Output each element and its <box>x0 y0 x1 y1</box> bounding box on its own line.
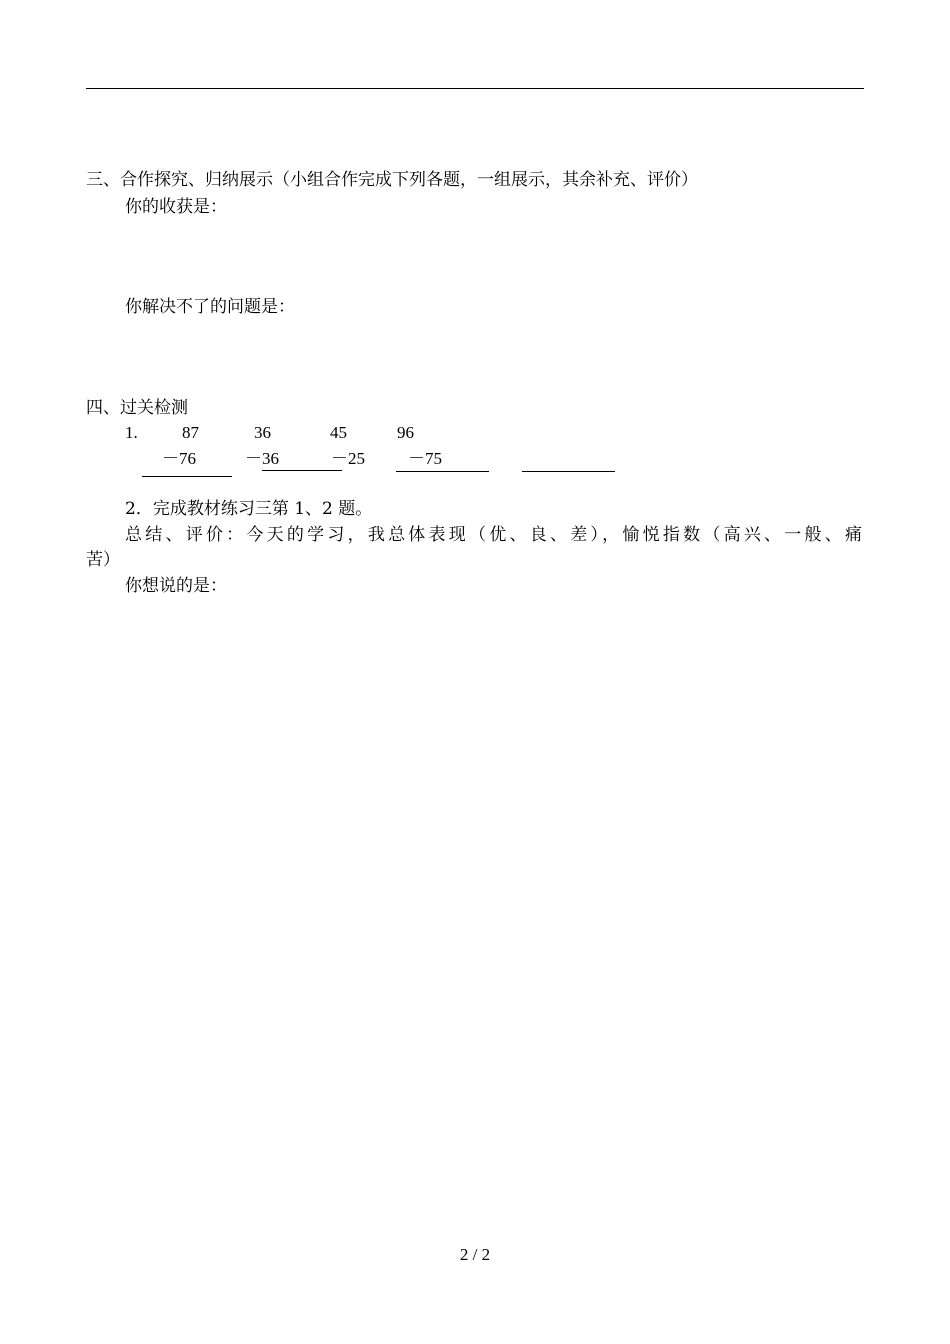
question-1-label: 1. <box>125 423 138 442</box>
section-4-heading: 四、过关检测 <box>86 398 188 418</box>
summary-line-2: 苦） <box>86 550 120 570</box>
problem-2-answer-line <box>262 470 342 471</box>
unsolved-prompt: 你解决不了的问题是： <box>125 297 295 317</box>
problem-2-minuend: 36 <box>254 423 271 442</box>
problem-1-answer-line <box>142 476 232 477</box>
header-rule <box>86 88 864 89</box>
problem-1-minuend: 87 <box>182 423 199 442</box>
problem-4-subtrahend: －75 <box>408 449 442 468</box>
problem-3-answer-line <box>396 471 489 472</box>
gains-prompt: 你的收获是： <box>125 197 227 217</box>
problem-3-subtrahend: －25 <box>331 449 365 468</box>
problem-3-minuend: 45 <box>330 423 347 442</box>
problem-4-minuend: 96 <box>397 423 414 442</box>
problem-2-subtrahend: －36 <box>245 449 279 468</box>
problem-1-subtrahend: －76 <box>162 449 196 468</box>
problem-4-answer-line <box>522 471 615 472</box>
section-3-heading: 三、合作探究、归纳展示（小组合作完成下列各题，一组展示，其余补充、评价） <box>86 170 698 190</box>
page-number: 2 / 2 <box>459 1245 491 1264</box>
question-2: 2．完成教材练习三第 1、2 题。 <box>125 499 373 519</box>
want-to-say-prompt: 你想说的是： <box>125 576 227 596</box>
summary-line-1: 总结、评价：今天的学习，我总体表现（优、良、差），愉悦指数（高兴、一般、痛 <box>125 525 862 545</box>
